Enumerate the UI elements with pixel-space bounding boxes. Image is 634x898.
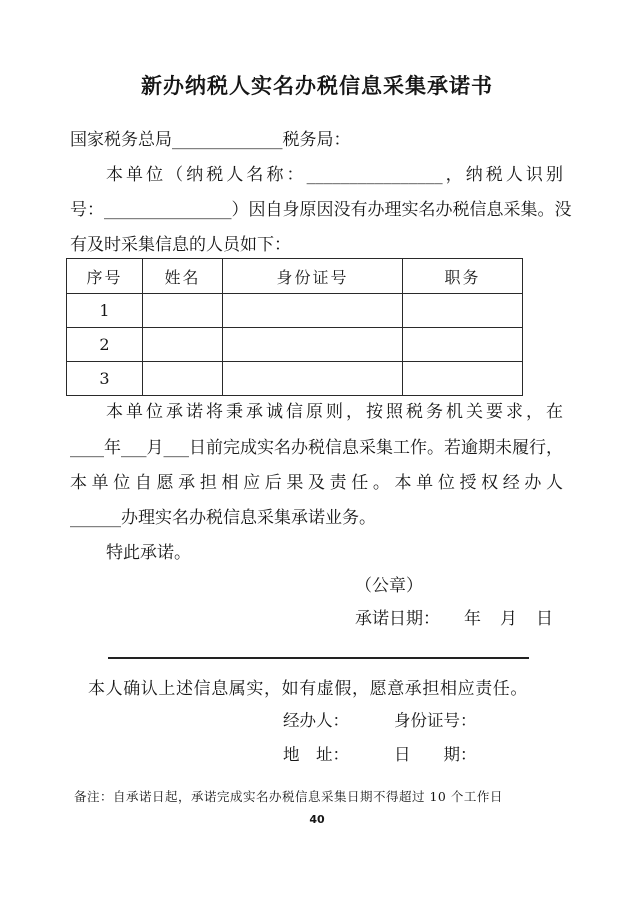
table-header-name: 姓名 bbox=[143, 259, 223, 294]
intro-line-3: 有及时采集信息的人员如下： bbox=[70, 235, 291, 255]
table-cell-id bbox=[223, 362, 403, 396]
pledge-line-4: ______办理实名办税信息采集承诺业务。 bbox=[70, 508, 376, 528]
table-cell-no: 3 bbox=[67, 362, 143, 396]
table-cell-job bbox=[403, 328, 523, 362]
pledge-closing: 特此承诺。 bbox=[106, 543, 191, 563]
date-month-label: 月 bbox=[500, 609, 517, 629]
pledge-line-1: 本单位承诺将秉承诚信原则，按照税务机关要求，在 bbox=[106, 402, 563, 422]
date-field-label: 日 期： bbox=[394, 745, 477, 764]
table-row bbox=[67, 362, 523, 396]
table-cell-name bbox=[143, 328, 223, 362]
footnote: 备注：自承诺日起，承诺完成实名办税信息采集日期不得超过 10 个工作日 bbox=[74, 789, 503, 804]
commitment-date-line bbox=[355, 607, 553, 631]
table-header-id: 身份证号 bbox=[223, 259, 403, 294]
agent-field-label: 经办人： bbox=[283, 711, 349, 730]
table-header-job: 职务 bbox=[403, 259, 523, 294]
personnel-table bbox=[66, 258, 523, 396]
table-cell-no: 1 bbox=[67, 294, 143, 328]
table-cell-job bbox=[403, 294, 523, 328]
table-row bbox=[67, 294, 523, 328]
pledge-line-3: 本单位自愿承担相应后果及责任。本单位授权经办人 bbox=[70, 473, 563, 493]
date-day-label: 日 bbox=[536, 609, 553, 629]
table-cell-no: 2 bbox=[67, 328, 143, 362]
table-header-no: 序号 bbox=[67, 259, 143, 294]
page-number: 40 bbox=[309, 813, 325, 826]
confirmation-statement: 本人确认上述信息属实，如有虚假，愿意承担相应责任。 bbox=[88, 679, 528, 699]
intro-line-2: 号：_______________）因自身原因没有办理实名办税信息采集。没 bbox=[70, 200, 572, 220]
table-cell-id bbox=[223, 328, 403, 362]
table-cell-name bbox=[143, 294, 223, 328]
address-field-label: 地 址： bbox=[283, 745, 349, 764]
table-cell-name bbox=[143, 362, 223, 396]
seal-placeholder: （公章） bbox=[355, 576, 423, 596]
table-cell-id bbox=[223, 294, 403, 328]
signature-divider-line bbox=[108, 657, 529, 659]
id-number-field-label: 身份证号： bbox=[394, 711, 477, 730]
salutation-line: 国家税务总局_____________税务局： bbox=[70, 130, 351, 150]
pledge-line-2: ____年___月___日前完成实名办税信息采集工作。若逾期未履行， bbox=[70, 438, 563, 458]
table-header-row bbox=[67, 259, 523, 294]
table-row bbox=[67, 328, 523, 362]
commitment-date-label: 承诺日期： bbox=[355, 609, 440, 629]
document-title: 新办纳税人实名办税信息采集承诺书 bbox=[141, 74, 493, 98]
date-year-label: 年 bbox=[464, 609, 481, 629]
table-cell-job bbox=[403, 362, 523, 396]
intro-line-1: 本单位（纳税人名称：________________，纳税人识别 bbox=[106, 165, 563, 185]
